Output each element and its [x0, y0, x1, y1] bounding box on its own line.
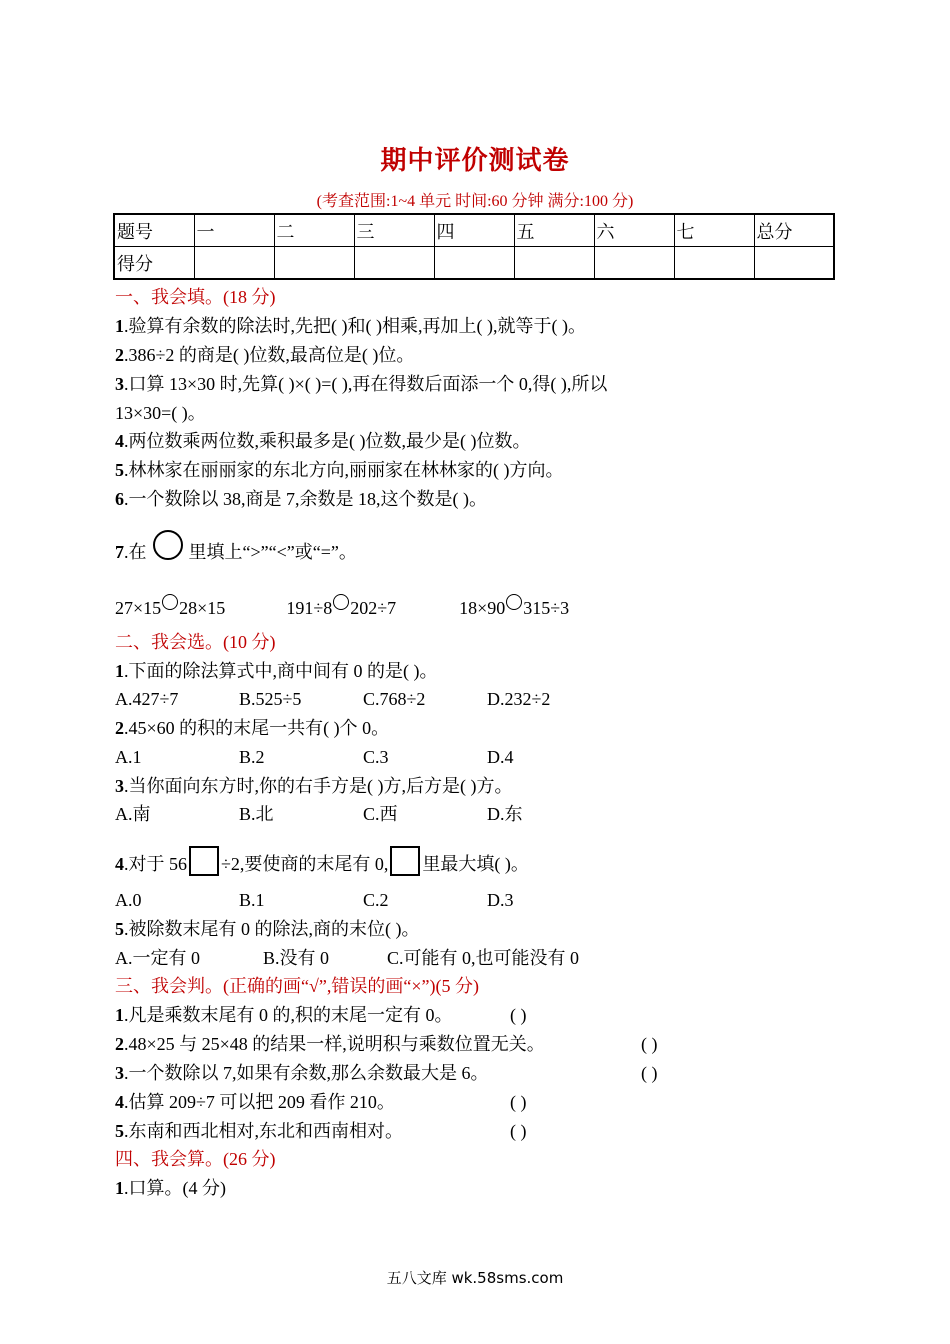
page-title: 期中评价测试卷	[380, 146, 570, 175]
footer-watermark: 五八文库 wk.58sms.com	[386, 1269, 564, 1287]
blank-box-icon	[390, 846, 420, 876]
option[interactable]: C.2	[363, 890, 389, 910]
question-2-4: 4.对于 56 ÷2,要使商的末尾有 0, 里最大填( )。	[115, 846, 529, 880]
option[interactable]: B.北	[239, 804, 274, 824]
question-1-2: 2.386÷2 的商是( )位数,最高位是( )位。	[115, 345, 415, 365]
judge-item-1: 1.凡是乘数末尾有 0 的,积的末尾一定有 0。	[115, 1005, 453, 1025]
compare-row: 27×15 28×15 191÷8 202÷7 18×90 315÷3	[115, 594, 569, 619]
judge-item-5: 5.东南和西北相对,东北和西南相对。	[115, 1121, 403, 1141]
section-2-heading: 二、我会选。(10 分)	[115, 632, 276, 652]
option[interactable]: D.3	[487, 890, 514, 910]
option[interactable]: C.西	[363, 804, 398, 824]
compare-circle-2[interactable]	[333, 594, 349, 610]
judge-item-4: 4.估算 209÷7 可以把 209 看作 210。	[115, 1092, 395, 1112]
question-1-3-cont: 13×30=( )。	[115, 403, 206, 423]
question-1-1: 1.验算有余数的除法时,先把( )和( )相乘,再加上( ),就等于( )。	[115, 316, 586, 336]
option[interactable]: C.可能有 0,也可能没有 0	[387, 948, 580, 968]
table-cell: 七	[674, 214, 754, 247]
table-cell: 总分	[754, 214, 834, 247]
judge-paren-2[interactable]: ( )	[641, 1034, 658, 1054]
option[interactable]: D.东	[487, 804, 523, 824]
option[interactable]: A.一定有 0	[115, 948, 200, 968]
table-cell: 六	[594, 214, 674, 247]
option[interactable]: B.2	[239, 747, 265, 767]
score-table	[113, 213, 835, 280]
judge-item-2: 2.48×25 与 25×48 的结果一样,说明积与乘数位置无关。	[115, 1034, 545, 1054]
options-2-5	[115, 947, 579, 969]
table-row	[114, 247, 834, 280]
option[interactable]: C.768÷2	[363, 689, 426, 709]
table-cell: 四	[434, 214, 514, 247]
exam-scope: (考查范围:1~4 单元 时间:60 分钟 满分:100 分)	[316, 193, 634, 210]
question-1-5: 5.林林家在丽丽家的东北方向,丽丽家在林林家的( )方向。	[115, 460, 564, 480]
score-cell[interactable]	[194, 247, 274, 280]
option[interactable]: C.3	[363, 747, 389, 767]
blank-box-icon	[189, 846, 219, 876]
section-4-heading: 四、我会算。(26 分)	[115, 1149, 276, 1169]
score-cell[interactable]	[274, 247, 354, 280]
option[interactable]: D.4	[487, 747, 514, 767]
section-3-heading: 三、我会判。(正确的画“√”,错误的画“×”)(5 分)	[115, 976, 479, 996]
question-1-4: 4.两位数乘两位数,乘积最多是( )位数,最少是( )位数。	[115, 431, 531, 451]
question-1-3: 3.口算 13×30 时,先算( )×( )=( ),再在得数后面添一个 0,得( ),所以	[115, 374, 608, 394]
compare-circle-1[interactable]	[162, 594, 178, 610]
score-cell[interactable]	[354, 247, 434, 280]
options-2-1	[115, 688, 611, 710]
question-4-1: 1.口算。(4 分)	[115, 1178, 226, 1198]
question-2-1: 1.下面的除法算式中,商中间有 0 的是( )。	[115, 661, 438, 681]
table-cell: 二	[274, 214, 354, 247]
score-cell[interactable]	[754, 247, 834, 280]
compare-circle-3[interactable]	[506, 594, 522, 610]
option[interactable]: B.没有 0	[263, 948, 330, 968]
table-cell: 题号	[114, 214, 194, 247]
options-2-2	[115, 746, 611, 768]
judge-item-3: 3.一个数除以 7,如果有余数,那么余数最大是 6。	[115, 1063, 489, 1083]
options-2-4	[115, 889, 611, 911]
question-1-6: 6.一个数除以 38,商是 7,余数是 18,这个数是( )。	[115, 489, 487, 509]
judge-paren-3[interactable]: ( )	[641, 1063, 658, 1083]
table-cell: 五	[514, 214, 594, 247]
question-2-3: 3.当你面向东方时,你的右手方是( )方,后方是( )方。	[115, 776, 513, 796]
table-cell: 一	[194, 214, 274, 247]
option[interactable]: A.1	[115, 747, 142, 767]
option[interactable]: A.南	[115, 804, 151, 824]
option[interactable]: B.1	[239, 890, 265, 910]
score-cell[interactable]	[434, 247, 514, 280]
score-cell[interactable]	[674, 247, 754, 280]
option[interactable]: A.427÷7	[115, 689, 179, 709]
table-cell: 得分	[114, 247, 194, 280]
question-2-5: 5.被除数末尾有 0 的除法,商的末位( )。	[115, 919, 420, 939]
option[interactable]: A.0	[115, 890, 142, 910]
options-2-3	[115, 803, 611, 825]
option[interactable]: D.232÷2	[487, 689, 551, 709]
question-1-7: 7.在 里填上“>”“<”或“=”。	[115, 530, 357, 569]
judge-paren-5[interactable]: ( )	[510, 1121, 527, 1141]
section-1-heading: 一、我会填。(18 分)	[115, 287, 276, 307]
score-cell[interactable]	[514, 247, 594, 280]
score-cell[interactable]	[594, 247, 674, 280]
question-2-2: 2.45×60 的积的末尾一共有( )个 0。	[115, 718, 390, 738]
judge-paren-4[interactable]: ( )	[510, 1092, 527, 1112]
table-row	[114, 214, 834, 247]
circle-icon	[153, 530, 183, 560]
judge-paren-1[interactable]: ( )	[510, 1005, 527, 1025]
table-cell: 三	[354, 214, 434, 247]
option[interactable]: B.525÷5	[239, 689, 302, 709]
